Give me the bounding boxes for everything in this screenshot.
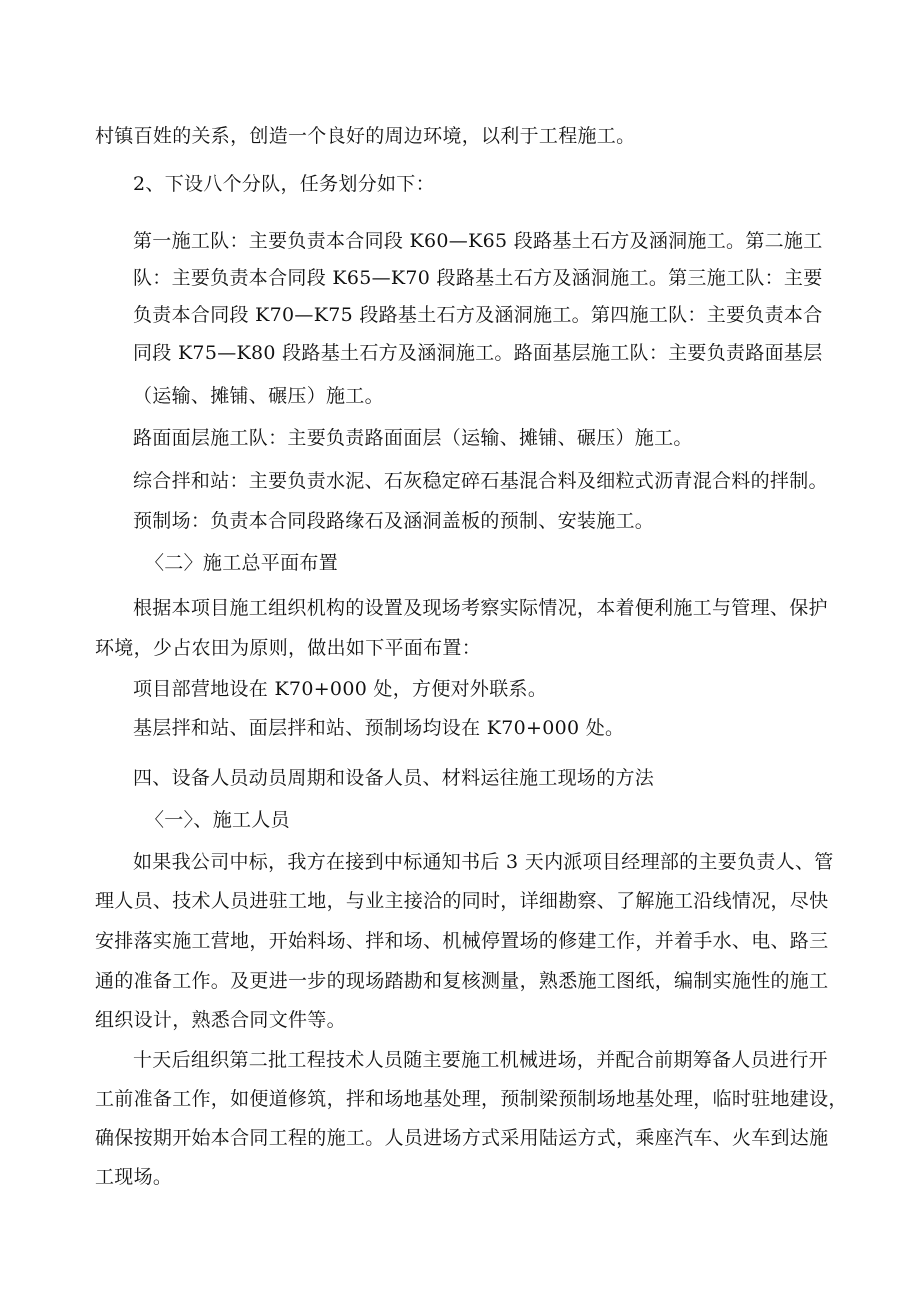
- section-heading: 〈二〉施工总平面布置: [145, 552, 339, 574]
- paragraph-line: 安排落实施工营地，开始料场、拌和场、机械停置场的修建工作，并着手水、电、路三: [95, 930, 829, 952]
- section-heading: 〈一〉、施工人员: [145, 809, 290, 831]
- paragraph-line: 组织设计，熟悉合同文件等。: [95, 1009, 346, 1031]
- list-heading: 2、下设八个分队，任务划分如下：: [133, 173, 435, 195]
- paragraph-line: 根据本项目施工组织机构的设置及现场考察实际情况，本着便利施工与管理、保护: [133, 597, 828, 619]
- section-heading: 四、设备人员动员周期和设备人员、材料运往施工现场的方法: [133, 767, 655, 789]
- paragraph-line: 通的准备工作。及更进一步的现场踏勘和复核测量，熟悉施工图纸，编制实施性的施工: [95, 970, 829, 992]
- paragraph-line: 理人员、技术人员进驻工地，与业主接洽的同时，详细勘察、了解施工沿线情况，尽快: [95, 890, 829, 912]
- paragraph-line: 预制场：负责本合同段路缘石及涵洞盖板的预制、安装施工。: [133, 510, 655, 532]
- paragraph-line: 路面面层施工队：主要负责路面面层（运输、摊铺、碾压）施工。: [133, 427, 693, 449]
- paragraph-line: 同段 K75—K80 段路基土石方及涵洞施工。路面基层施工队：主要负责路面基层: [133, 342, 823, 364]
- paragraph-line: 工前准备工作，如便道修筑，拌和场地基处理，预制梁预制场地基处理，临时驻地建设，: [95, 1088, 848, 1110]
- paragraph-line: （运输、摊铺、碾压）施工。: [133, 385, 384, 407]
- paragraph-line: 项目部营地设在 K70+000 处，方便对外联系。: [133, 678, 548, 700]
- paragraph-line: 综合拌和站：主要负责水泥、石灰稳定碎石基混合料及细粒式沥青混合料的拌制。: [133, 470, 828, 492]
- paragraph-line: 环境，少占农田为原则，做出如下平面布置：: [95, 637, 482, 659]
- paragraph-line: 基层拌和站、面层拌和站、预制场均设在 K70+000 处。: [133, 717, 625, 739]
- paragraph-line: 村镇百姓的关系，创造一个良好的周边环境，以利于工程施工。: [95, 125, 636, 147]
- paragraph-line: 队：主要负责本合同段 K65—K70 段路基土石方及涵洞施工。第三施工队：主要: [133, 267, 823, 289]
- paragraph-line: 十天后组织第二批工程技术人员随主要施工机械进场，并配合前期筹备人员进行开: [133, 1049, 828, 1071]
- paragraph-line: 如果我公司中标，我方在接到中标通知书后 3 天内派项目经理部的主要负责人、管: [133, 851, 834, 873]
- paragraph-line: 确保按期开始本合同工程的施工。人员进场方式采用陆运方式，乘座汽车、火车到达施: [95, 1127, 829, 1149]
- paragraph-line: 负责本合同段 K70—K75 段路基土石方及涵洞施工。第四施工队：主要负责本合: [133, 304, 823, 326]
- paragraph-line: 工现场。: [95, 1166, 173, 1188]
- paragraph-line: 第一施工队：主要负责本合同段 K60—K65 段路基土石方及涵洞施工。第二施工: [133, 230, 823, 252]
